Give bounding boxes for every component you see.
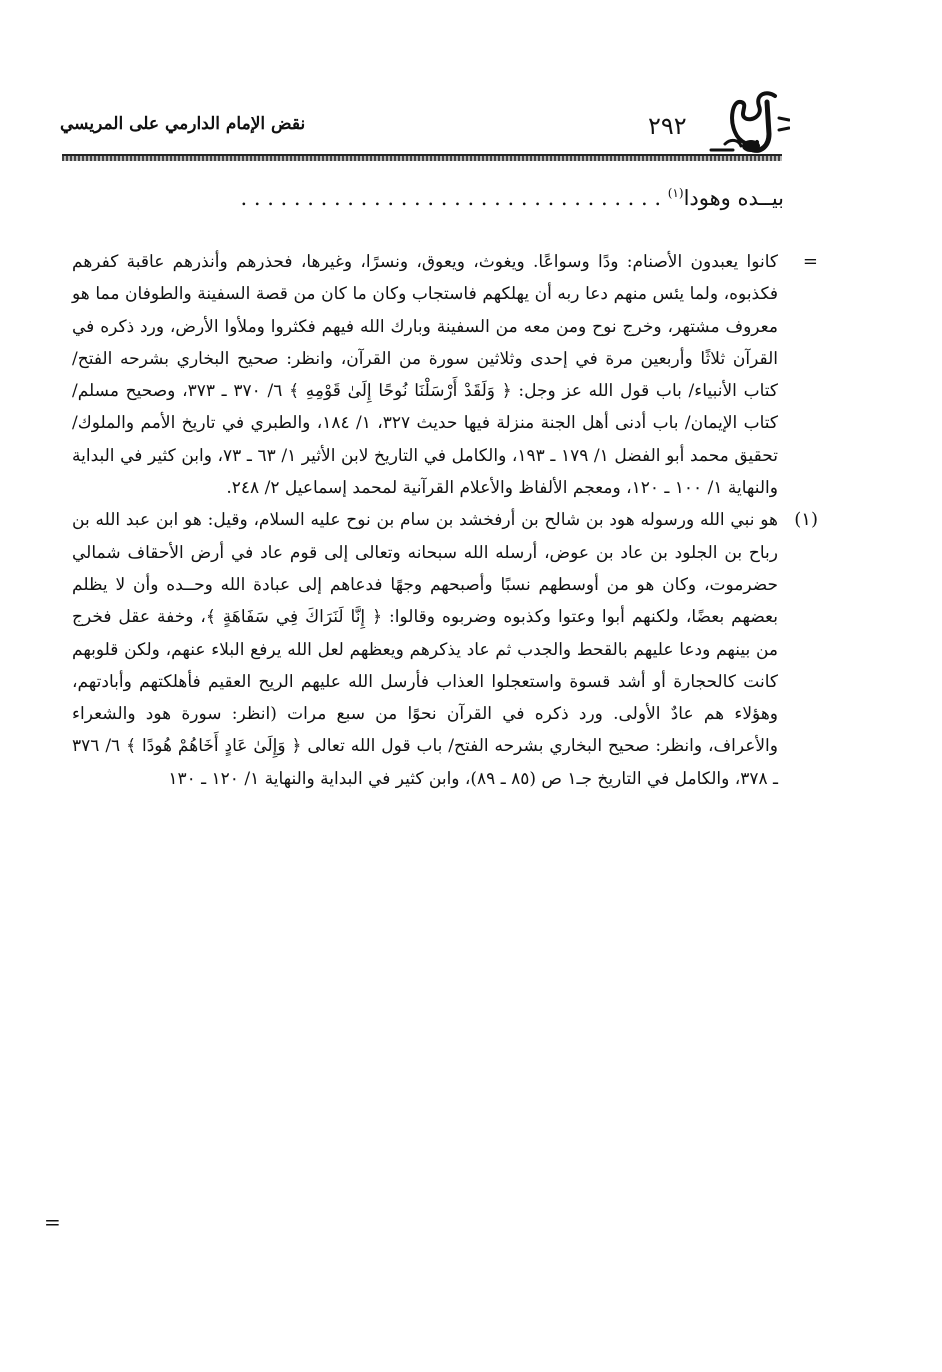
main-text-line (70, 186, 784, 226)
footnote-ref: (١) (667, 186, 684, 200)
footnote-1-marker: (١) (794, 509, 818, 531)
ellipsis-dots: . . . . . . . . . . . . . . . . . . . . . . . . . . . . . . . . (240, 186, 662, 210)
footnote-1-text: هو نبي الله ورسوله هود بن شالح بن أرفخشد بن سام بن نوح عليه السلام، وقيل: هو ابن عبد الله بن رباح بن الجلود بن عاد بن عوض، أرسله الله سبحانه وتعالى إلى قوم عاد في أرض الأحقاف شمالي حضرموت، وكان هو من أوسطهم نسبًا وأصبحهم وجهًا فدعاهم إلى عبادة الله وحــده وأن لا يظلم بعضهم بعضًا، ولكنهم أبوا وعتوا وكذبوه وضربوه وقالوا: ﴿ إِنَّا لَنَرَاكَ فِي سَفَاهَةٍ ﴾، وخفة عقل فخرج من بينهم ودعا عليهم بالقحط والجدب ثم عاد يذكرهم ويعظهم لعل الله يرفع البلاء عنهم، ولكن قلوبهم كانت كالحجارة أو أشد قسوة واستعجلوا العذاب فأرسل الله عليهم الريح العقيم فأهلكتهم وأبادتهم، وهؤلاء هم عادٌ الأولى. ورد ذكره في القرآن نحوًا من سبع مرات (انظر: سورة هود والشعراء والأعراف، وانظر: صحيح البخاري بشرحه الفتح/ باب قول الله تعالى ﴿ وَإِلَىٰ عَادٍ أَخَاهُمْ هُودًا ﴾ ٦/ ٣٧٦ ـ ٣٧٨، والكامل في التاريخ جـ١ ص (٨٥ ـ ٨٩)، وابن كثير في البداية والنهاية ١/ ١٢٠ ـ ١٣٠ (72, 510, 778, 789)
footnote-continued (72, 246, 818, 504)
running-title: نقض الإمام الدارمي على المريسي (60, 114, 306, 134)
footnotes-section (72, 246, 818, 795)
continuation-marker: = (802, 251, 818, 272)
page-continue-mark: = (44, 1210, 61, 1234)
page-header (60, 88, 790, 158)
header-rule (62, 154, 782, 161)
footnote-continued-text: كانوا يعبدون الأصنام: ودًا وسواعًا. ويغوث، ويعوق، ونسرًا، وغيرها، فحذرهم وأنذرهم عاقبة كفرهم فكذبوه، ولما يئس منهم دعا ربه أن يهلكهم فاستجاب وكان ما كان من قصة السفينة والطوفان مما هو معروف مشتهر، وخرج نوح ومن معه من السفينة وبارك الله فيهم فكثروا وملأوا الأرض، ورد ذكره في القرآن ثلاثًا وأربعين مرة في إحدى وثلاثين سورة من القرآن، وانظر: صحيح البخاري بشرحه الفتح/ كتاب الأنبياء/ باب قول الله عز وجل: ﴿ وَلَقَدْ أَرْسَلْنَا نُوحًا إِلَىٰ قَوْمِهِ ﴾ ٦/ ٣٧٠ ـ ٣٧٣، وصحيح مسلم/ كتاب الإيمان/ باب أدنى أهل الجنة منزلة فيها حديث ٣٢٧، ١/ ١٨٤، والطبري في تاريخ الأمم والملوك/ تحقيق محمد أبو الفضل ١/ ١٧٩ ـ ١٩٣، والكامل في التاريخ لابن الأثير ١/ ٦٣ ـ ٧٣، وابن كثير في البداية والنهاية ١/ ١٠٠ ـ ١٢٠، ومعجم الألفاظ والأعلام القرآنية لمحمد إسماعيل ٢/ ٢٤٨. (72, 252, 779, 499)
main-text: بيــده وهودا (683, 186, 784, 210)
calligraphy-ornament-icon (705, 88, 790, 158)
page-number: ٢٩٢ (648, 112, 687, 140)
footnote-1 (72, 504, 818, 795)
